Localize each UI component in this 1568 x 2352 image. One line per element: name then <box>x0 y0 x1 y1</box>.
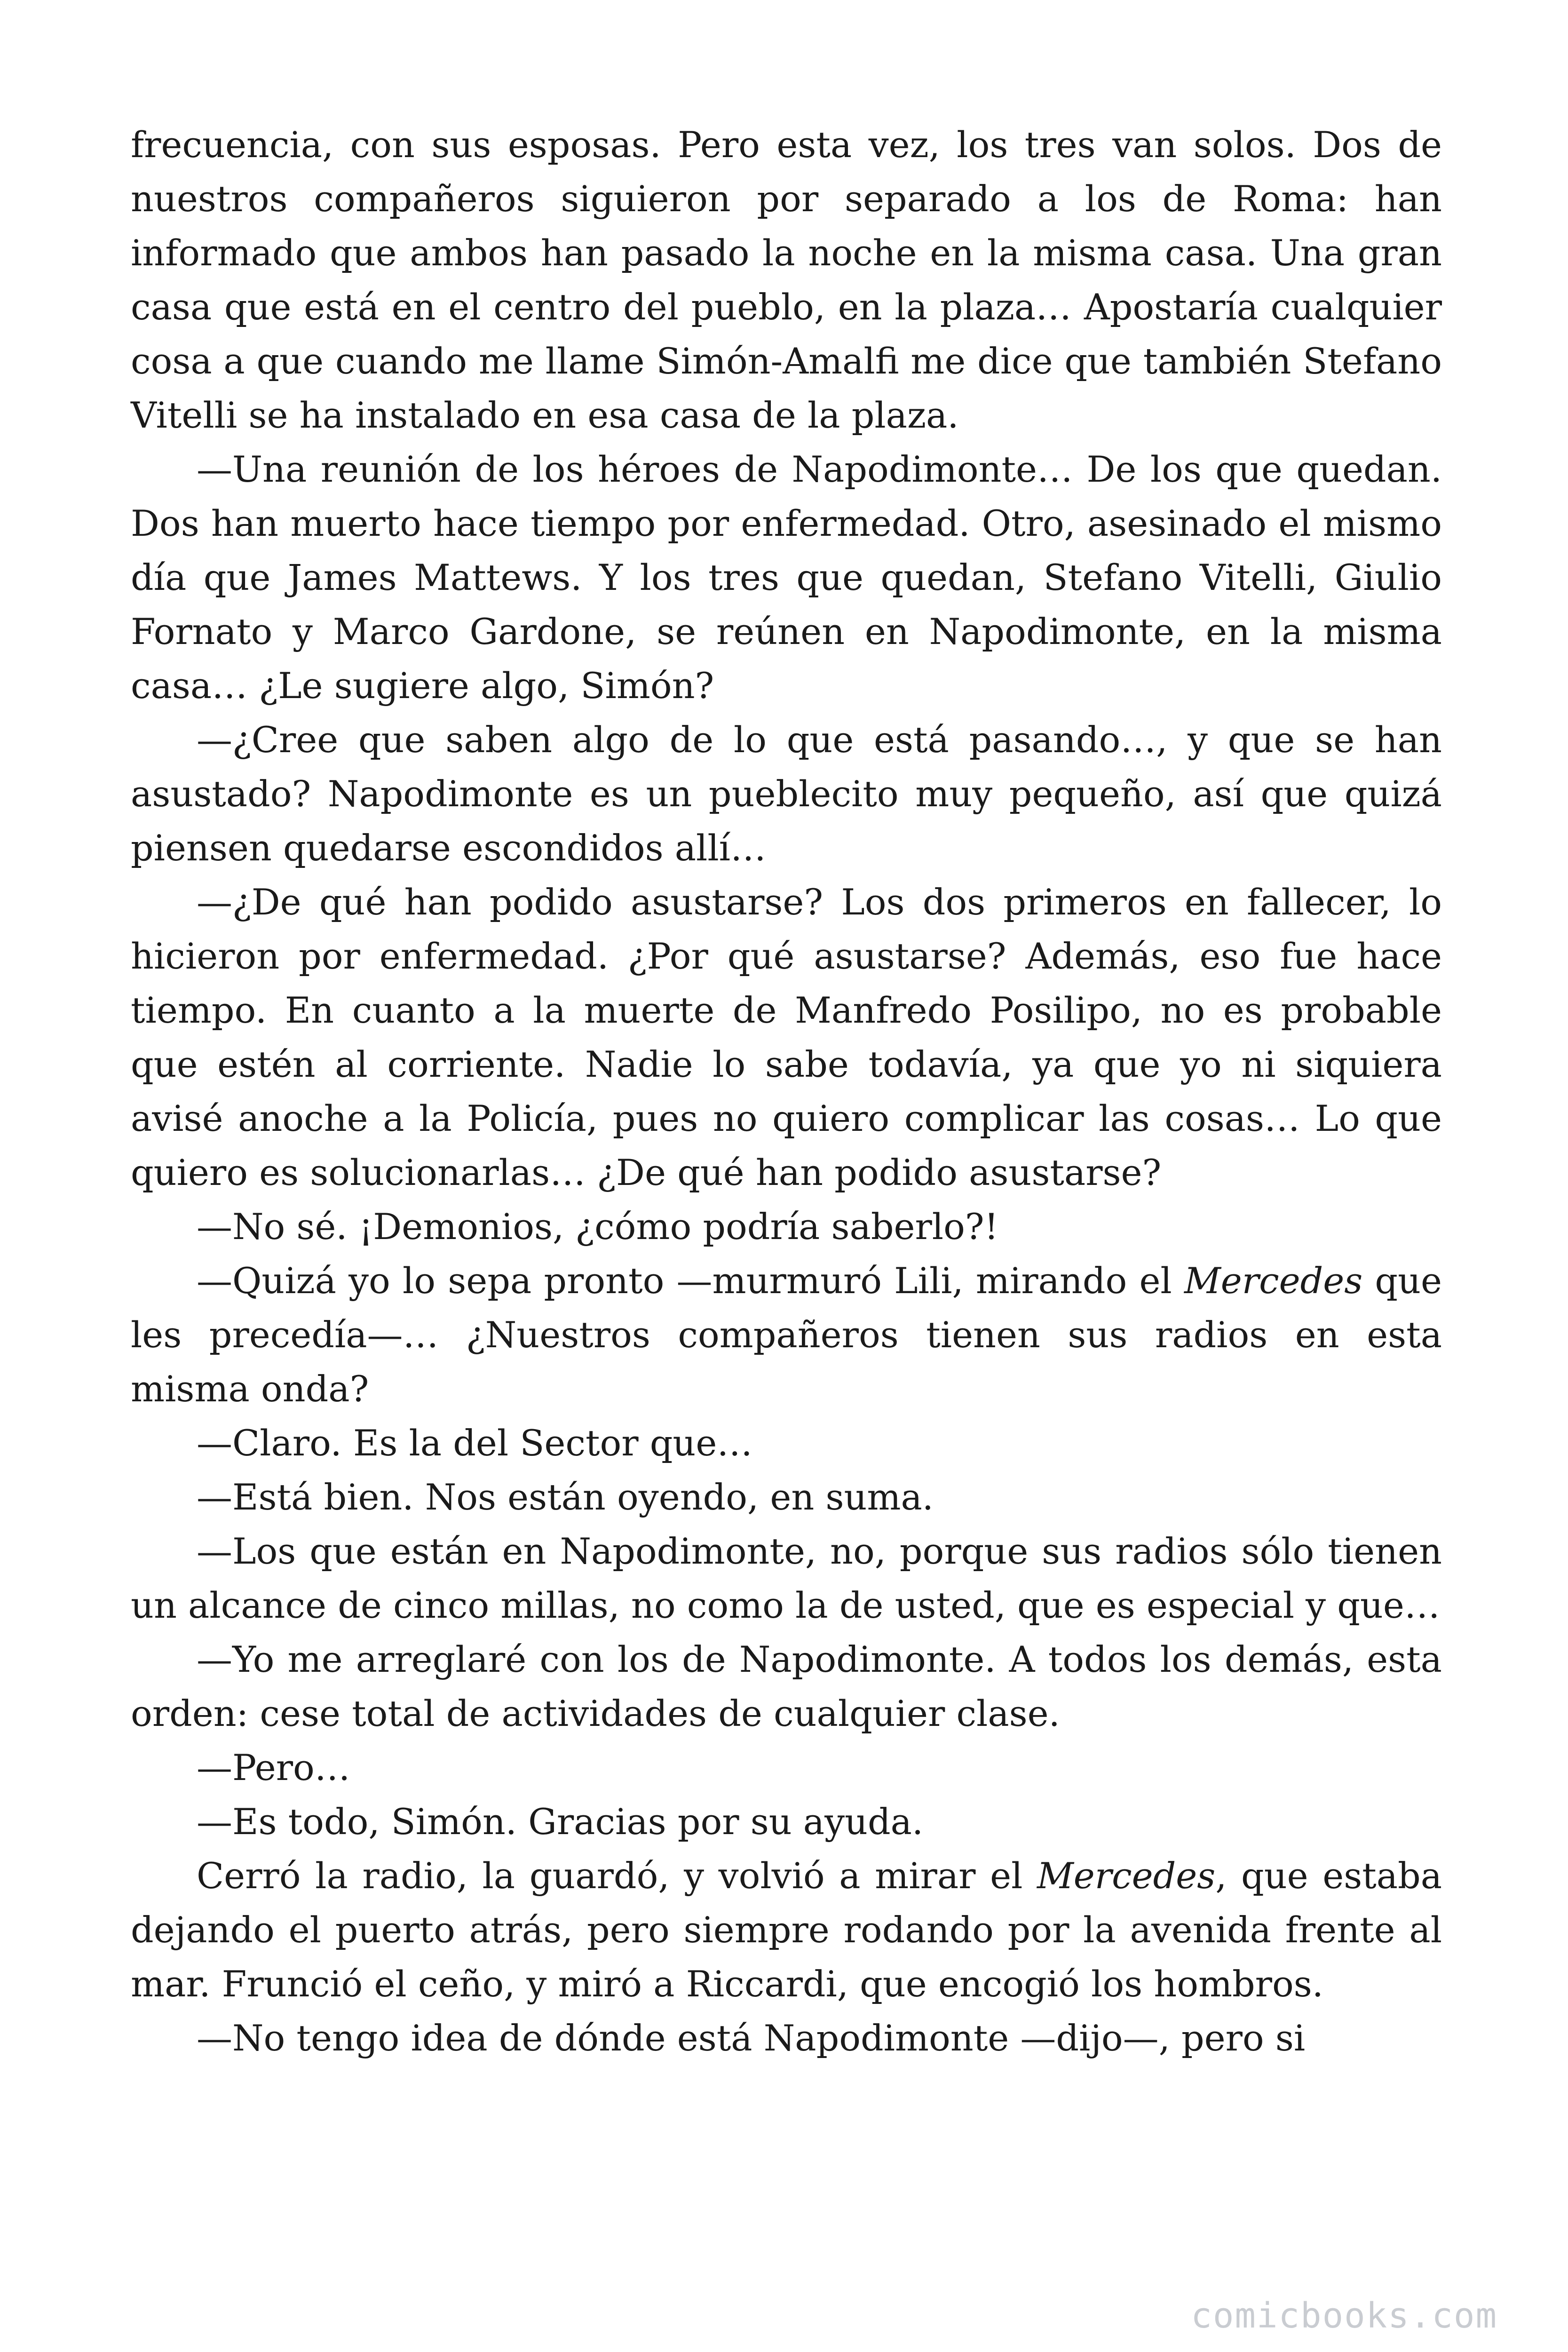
paragraph-7 <box>131 1416 1442 1470</box>
paragraph-6-car-name: Mercedes <box>1184 1260 1363 1302</box>
watermark-text: comicbooks.com <box>1191 2296 1497 2336</box>
paragraph-13 <box>131 1849 1442 2011</box>
paragraph-6-text-b: que les precedía—… ¿Nuestros compañeros tienen sus radios en esta misma onda? <box>131 1260 1442 1410</box>
paragraph-3 <box>131 713 1442 875</box>
page-body <box>131 118 1442 2065</box>
paragraph-9-text: —Los que están en Napodimonte, no, porque sus radios sólo tienen un alcance de cinco millas, no como la de usted, que es especial y que… <box>131 1530 1442 1626</box>
paragraph-12 <box>131 1795 1442 1849</box>
paragraph-4 <box>131 875 1442 1200</box>
paragraph-8 <box>131 1470 1442 1524</box>
paragraph-2-text: —Una reunión de los héroes de Napodimonte… De los que quedan. Dos han muerto hace tiempo por enfermedad. Otro, asesinado el mismo día que James Mattews. Y los tres que quedan, Stefano Vitelli, Giulio Fornato y Marco Gardone, se reúnen en Napodimonte, en la misma casa… ¿Le sugiere algo, Simón? <box>131 448 1442 707</box>
paragraph-14 <box>131 2011 1442 2065</box>
paragraph-6 <box>131 1254 1442 1416</box>
paragraph-4-text: —¿De qué han podido asustarse? Los dos primeros en fallecer, lo hicieron por enfermedad. ¿Por qué asustarse? Además, eso fue hace tiempo. En cuanto a la muerte de Manfredo Posilipo, no es probable que estén al corriente. Nadie lo sabe todavía, ya que yo ni siquiera avisé anoche a la Policía, pues no quiero complicar las cosas… Lo que quiero es solucionarlas… ¿De qué han podido asustarse? <box>131 881 1442 1193</box>
paragraph-12-text: —Es todo, Simón. Gracias por su ayuda. <box>197 1801 924 1843</box>
paragraph-5-text: —No sé. ¡Demonios, ¿cómo podría saberlo?! <box>197 1206 999 1248</box>
paragraph-11 <box>131 1740 1442 1795</box>
paragraph-3-text: —¿Cree que saben algo de lo que está pasando…, y que se han asustado? Napodimonte es un pueblecito muy pequeño, así que quizá piensen quedarse escondidos allí… <box>131 719 1442 869</box>
paragraph-9 <box>131 1524 1442 1632</box>
paragraph-14-text: —No tengo idea de dónde está Napodimonte —dijo—, pero si <box>197 2017 1306 2059</box>
paragraph-11-text: —Pero… <box>197 1747 350 1788</box>
paragraph-13-car-name: Mercedes <box>1037 1855 1216 1897</box>
paragraph-13-text-a: Cerró la radio, la guardó, y volvió a mirar el <box>197 1855 1037 1897</box>
paragraph-1-text: frecuencia, con sus esposas. Pero esta vez, los tres van solos. Dos de nuestros compañeros siguieron por separado a los de Roma: han informado que ambos han pasado la noche en la misma casa. Una gran casa que está en el centro del pueblo, en la plaza… Apostaría cualquier cosa a que cuando me llame Simón-Amalfi me dice que también Stefano Vitelli se ha instalado en esa casa de la plaza. <box>131 124 1442 436</box>
paragraph-2 <box>131 442 1442 713</box>
paragraph-8-text: —Está bien. Nos están oyendo, en suma. <box>197 1476 934 1518</box>
paragraph-13-text-b: , que estaba dejando el puerto atrás, pero siempre rodando por la avenida frente al mar. Frunció el ceño, y miró a Riccardi, que encogió los hombros. <box>131 1855 1442 2005</box>
paragraph-10-text: —Yo me arreglaré con los de Napodimonte. A todos los demás, esta orden: cese total de actividades de cualquier clase. <box>131 1638 1442 1734</box>
paragraph-1 <box>131 118 1442 442</box>
paragraph-6-text-a: —Quizá yo lo sepa pronto —murmuró Lili, mirando el <box>197 1260 1184 1302</box>
paragraph-5 <box>131 1200 1442 1254</box>
paragraph-7-text: —Claro. Es la del Sector que… <box>197 1422 753 1464</box>
paragraph-10 <box>131 1632 1442 1740</box>
